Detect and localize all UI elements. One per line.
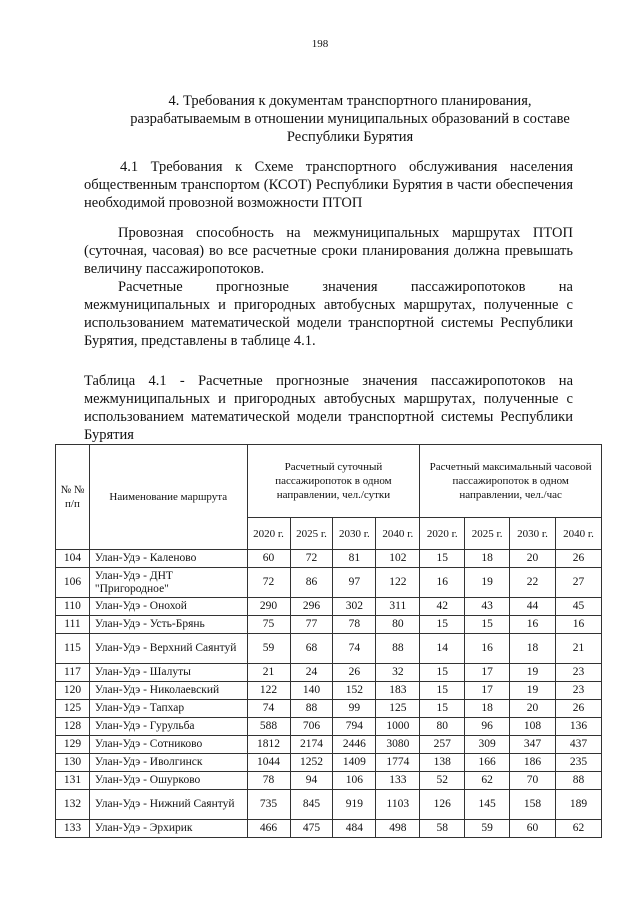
cell-hourly: 18 (465, 550, 510, 568)
cell-hourly: 27 (556, 568, 602, 598)
cell-hourly: 88 (556, 772, 602, 790)
cell-hourly: 15 (420, 550, 465, 568)
year-header: 2020 г. (420, 518, 465, 550)
cell-hourly: 15 (465, 616, 510, 634)
cell-daily: 122 (376, 568, 420, 598)
cell-daily: 97 (333, 568, 376, 598)
cell-daily: 99 (333, 700, 376, 718)
cell-hourly: 60 (510, 820, 556, 838)
cell-hourly: 20 (510, 550, 556, 568)
cell-hourly: 235 (556, 754, 602, 772)
table-caption: Таблица 4.1 - Расчетные прогнозные значения пассажиропотоков на межмуниципальных и пригородных автобусных маршрутах, полученные с использованием математической модели транспортной системы Республики Бурятия (84, 373, 573, 443)
table-row (56, 664, 602, 682)
cell-daily: 59 (247, 634, 290, 664)
cell-hourly: 96 (465, 718, 510, 736)
cell-hourly: 158 (510, 790, 556, 820)
table-row (56, 550, 602, 568)
cell-route: Улан-Удэ - Каленово (89, 550, 247, 568)
cell-hourly: 16 (465, 634, 510, 664)
cell-hourly: 62 (556, 820, 602, 838)
cell-route: Улан-Удэ - Нижний Саянтуй (89, 790, 247, 820)
table-row (56, 634, 602, 664)
cell-hourly: 44 (510, 598, 556, 616)
cell-hourly: 17 (465, 664, 510, 682)
cell-number: 129 (56, 736, 90, 754)
cell-number: 120 (56, 682, 90, 700)
cell-route: Улан-Удэ - ДНТ "Пригородное" (89, 568, 247, 598)
cell-route: Улан-Удэ - Онохой (89, 598, 247, 616)
cell-daily: 1774 (376, 754, 420, 772)
cell-number: 110 (56, 598, 90, 616)
year-header: 2030 г. (510, 518, 556, 550)
column-header-daily: Расчетный суточный пассажиропоток в одном направлении, чел./сутки (247, 445, 420, 518)
cell-route: Улан-Удэ - Усть-Брянь (89, 616, 247, 634)
table-row (56, 700, 602, 718)
cell-daily: 68 (290, 634, 333, 664)
cell-hourly: 26 (556, 550, 602, 568)
cell-route: Улан-Удэ - Николаевский (89, 682, 247, 700)
subsection-heading-block (84, 158, 573, 212)
cell-hourly: 16 (510, 616, 556, 634)
cell-hourly: 52 (420, 772, 465, 790)
cell-daily: 1812 (247, 736, 290, 754)
cell-daily: 183 (376, 682, 420, 700)
cell-daily: 72 (247, 568, 290, 598)
cell-hourly: 166 (465, 754, 510, 772)
cell-hourly: 58 (420, 820, 465, 838)
cell-number: 106 (56, 568, 90, 598)
year-header: 2020 г. (247, 518, 290, 550)
cell-number: 115 (56, 634, 90, 664)
cell-hourly: 80 (420, 718, 465, 736)
table-row (56, 616, 602, 634)
cell-daily: 60 (247, 550, 290, 568)
cell-route: Улан-Удэ - Сотниково (89, 736, 247, 754)
section-heading: 4. Требования к документам транспортного планирования, разрабатываемым в отношении муниципальных образований в составе Республики Бурятия (130, 93, 570, 145)
cell-daily: 78 (247, 772, 290, 790)
cell-hourly: 347 (510, 736, 556, 754)
cell-hourly: 257 (420, 736, 465, 754)
cell-number: 125 (56, 700, 90, 718)
cell-daily: 1000 (376, 718, 420, 736)
cell-hourly: 138 (420, 754, 465, 772)
cell-daily: 74 (247, 700, 290, 718)
cell-number: 128 (56, 718, 90, 736)
cell-daily: 735 (247, 790, 290, 820)
cell-daily: 794 (333, 718, 376, 736)
paragraph-capacity: Провозная способность на межмуниципальных маршрутах ПТОП (суточная, часовая) во все расчетные сроки планирования должна превышать величину пассажиропотоков. (84, 225, 573, 277)
cell-hourly: 437 (556, 736, 602, 754)
column-header-route: Наименование маршрута (89, 445, 247, 550)
cell-daily: 311 (376, 598, 420, 616)
cell-daily: 21 (247, 664, 290, 682)
cell-number: 117 (56, 664, 90, 682)
cell-hourly: 126 (420, 790, 465, 820)
table-row (56, 568, 602, 598)
cell-hourly: 19 (465, 568, 510, 598)
cell-hourly: 309 (465, 736, 510, 754)
cell-hourly: 16 (420, 568, 465, 598)
cell-hourly: 21 (556, 634, 602, 664)
cell-hourly: 136 (556, 718, 602, 736)
cell-hourly: 19 (510, 682, 556, 700)
cell-daily: 1044 (247, 754, 290, 772)
cell-daily: 290 (247, 598, 290, 616)
cell-daily: 498 (376, 820, 420, 838)
cell-hourly: 15 (420, 616, 465, 634)
table-body (56, 550, 602, 838)
cell-route: Улан-Удэ - Гурульба (89, 718, 247, 736)
cell-hourly: 108 (510, 718, 556, 736)
cell-daily: 86 (290, 568, 333, 598)
cell-hourly: 70 (510, 772, 556, 790)
paragraph-forecast: Расчетные прогнозные значения пассажиропотоков на межмуниципальных и пригородных автобусных маршрутах, полученные с использованием математической модели транспортной системы Республики Бурятия, представлены в таблице 4.1. (84, 279, 573, 349)
cell-number: 111 (56, 616, 90, 634)
cell-daily: 152 (333, 682, 376, 700)
cell-hourly: 19 (510, 664, 556, 682)
cell-daily: 77 (290, 616, 333, 634)
cell-daily: 1103 (376, 790, 420, 820)
year-header: 2025 г. (290, 518, 333, 550)
year-header: 2025 г. (465, 518, 510, 550)
cell-number: 104 (56, 550, 90, 568)
cell-daily: 78 (333, 616, 376, 634)
cell-route: Улан-Удэ - Ошурково (89, 772, 247, 790)
cell-daily: 102 (376, 550, 420, 568)
cell-daily: 919 (333, 790, 376, 820)
cell-hourly: 18 (465, 700, 510, 718)
table-row (56, 736, 602, 754)
cell-number: 132 (56, 790, 90, 820)
cell-hourly: 62 (465, 772, 510, 790)
cell-daily: 122 (247, 682, 290, 700)
cell-daily: 140 (290, 682, 333, 700)
cell-route: Улан-Удэ - Иволгинск (89, 754, 247, 772)
table-header-row (56, 445, 602, 518)
year-header: 2040 г. (556, 518, 602, 550)
cell-daily: 88 (290, 700, 333, 718)
table-row (56, 772, 602, 790)
cell-daily: 81 (333, 550, 376, 568)
cell-daily: 26 (333, 664, 376, 682)
cell-daily: 94 (290, 772, 333, 790)
cell-hourly: 23 (556, 682, 602, 700)
cell-hourly: 23 (556, 664, 602, 682)
cell-number: 130 (56, 754, 90, 772)
year-header: 2030 г. (333, 518, 376, 550)
cell-hourly: 18 (510, 634, 556, 664)
cell-daily: 466 (247, 820, 290, 838)
cell-daily: 706 (290, 718, 333, 736)
table-row (56, 598, 602, 616)
cell-daily: 88 (376, 634, 420, 664)
column-header-hourly: Расчетный максимальный часовой пассажиропоток в одном направлении, чел./час (420, 445, 602, 518)
column-header-number: № № п/п (56, 445, 90, 550)
cell-daily: 588 (247, 718, 290, 736)
cell-hourly: 59 (465, 820, 510, 838)
table-row (56, 718, 602, 736)
cell-hourly: 15 (420, 700, 465, 718)
table-row (56, 820, 602, 838)
cell-daily: 32 (376, 664, 420, 682)
cell-daily: 106 (333, 772, 376, 790)
cell-daily: 80 (376, 616, 420, 634)
cell-hourly: 14 (420, 634, 465, 664)
page-number: 198 (311, 38, 329, 50)
cell-number: 131 (56, 772, 90, 790)
cell-hourly: 16 (556, 616, 602, 634)
cell-daily: 24 (290, 664, 333, 682)
cell-hourly: 22 (510, 568, 556, 598)
cell-daily: 845 (290, 790, 333, 820)
cell-hourly: 186 (510, 754, 556, 772)
cell-hourly: 189 (556, 790, 602, 820)
cell-daily: 2446 (333, 736, 376, 754)
cell-daily: 75 (247, 616, 290, 634)
cell-daily: 72 (290, 550, 333, 568)
cell-route: Улан-Удэ - Эрхирик (89, 820, 247, 838)
cell-daily: 296 (290, 598, 333, 616)
cell-route: Улан-Удэ - Тапхар (89, 700, 247, 718)
cell-daily: 1409 (333, 754, 376, 772)
year-header: 2040 г. (376, 518, 420, 550)
cell-number: 133 (56, 820, 90, 838)
cell-hourly: 17 (465, 682, 510, 700)
cell-hourly: 42 (420, 598, 465, 616)
passenger-flow-table (55, 444, 602, 838)
cell-daily: 475 (290, 820, 333, 838)
cell-daily: 1252 (290, 754, 333, 772)
cell-daily: 74 (333, 634, 376, 664)
cell-daily: 302 (333, 598, 376, 616)
table-row (56, 754, 602, 772)
table-row (56, 682, 602, 700)
cell-hourly: 26 (556, 700, 602, 718)
cell-hourly: 15 (420, 664, 465, 682)
cell-daily: 2174 (290, 736, 333, 754)
cell-hourly: 15 (420, 682, 465, 700)
cell-daily: 484 (333, 820, 376, 838)
cell-daily: 133 (376, 772, 420, 790)
table-row (56, 790, 602, 820)
cell-hourly: 45 (556, 598, 602, 616)
cell-hourly: 145 (465, 790, 510, 820)
cell-hourly: 43 (465, 598, 510, 616)
cell-hourly: 20 (510, 700, 556, 718)
cell-daily: 125 (376, 700, 420, 718)
cell-route: Улан-Удэ - Верхний Саянтуй (89, 634, 247, 664)
cell-route: Улан-Удэ - Шалуты (89, 664, 247, 682)
subsection-heading: 4.1 Требования к Схеме транспортного обслуживания населения общественным транспортом (КСОТ) Республики Бурятия в части обеспечения необходимой провозной возможности ПТОП (84, 159, 573, 211)
cell-daily: 3080 (376, 736, 420, 754)
